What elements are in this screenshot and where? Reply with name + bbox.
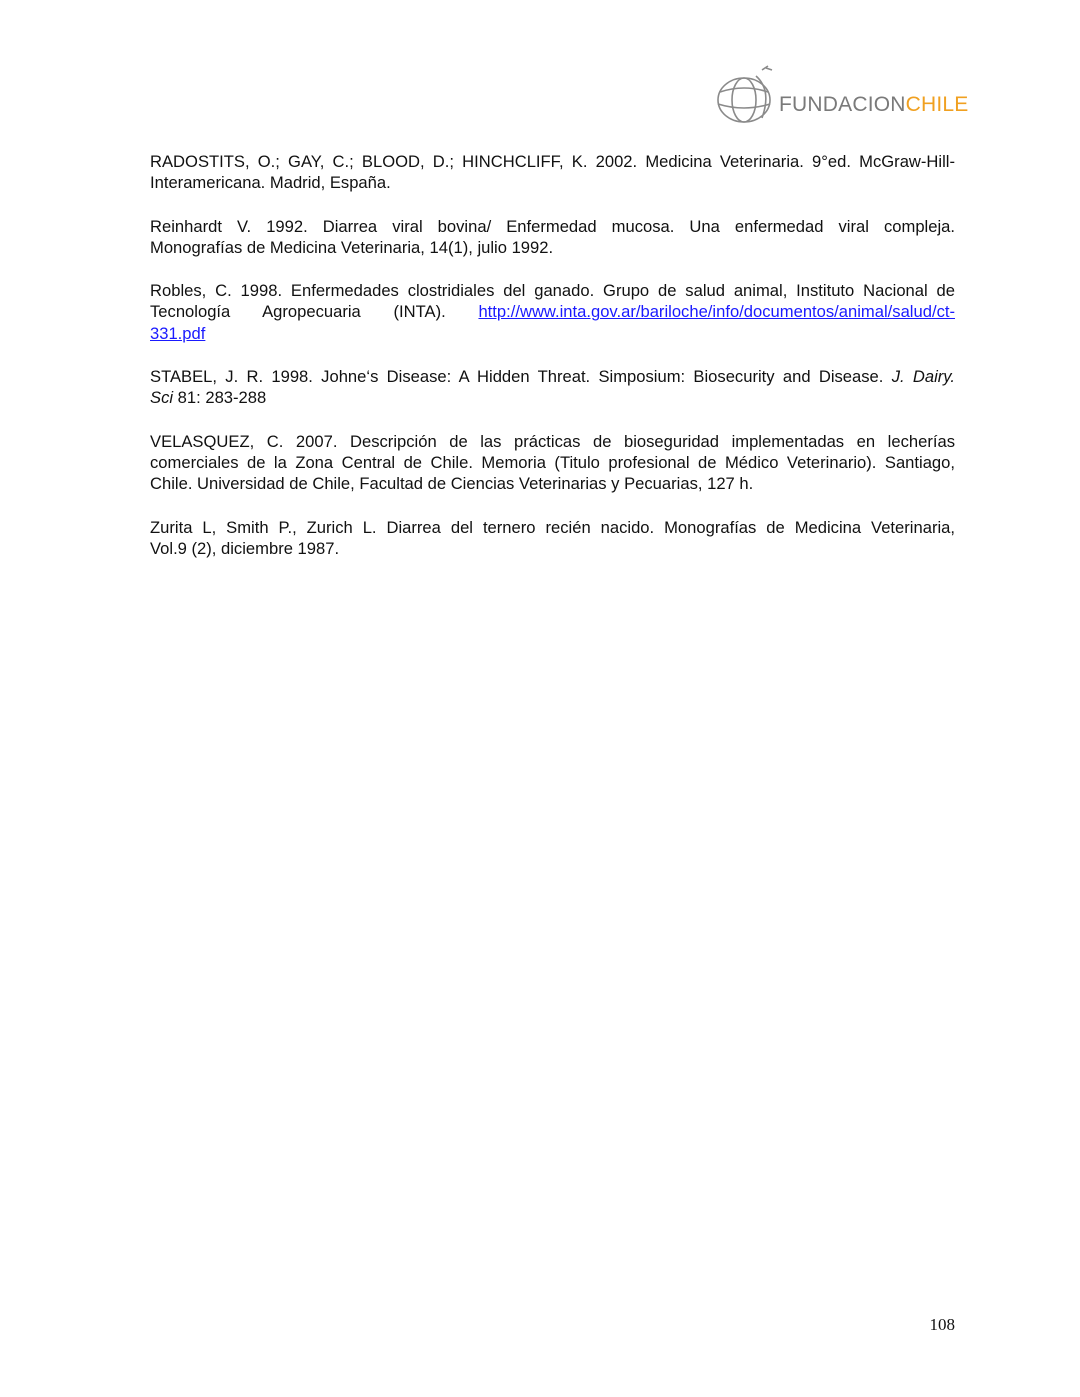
reference-line [150, 301, 955, 322]
reference-item [150, 366, 955, 409]
reference-item [150, 431, 955, 495]
journal-name: J. Dairy. [891, 367, 955, 387]
reference-text: STABEL, J. R. 1998. Johne‘s Disease: A Hidden Threat. Simposium: Biosecurity and Disease. [150, 367, 884, 387]
reference-line: comerciales de la Zona Central de Chile. Memoria (Titulo profesional de Médico Veterinario). Santiago, [150, 452, 955, 472]
reference-line [150, 366, 955, 387]
reference-item [150, 517, 955, 560]
reference-line: Zurita L, Smith P., Zurich L. Diarrea del ternero recién nacido. Monografías de Medicina Veterinaria, [150, 517, 955, 537]
reference-line: Interamericana. Madrid, España. [150, 173, 391, 193]
reference-text: Tecnología Agropecuaria (INTA). [150, 302, 446, 322]
reference-item [150, 151, 955, 194]
reference-line: VELASQUEZ, C. 2007. Descripción de las prácticas de bioseguridad implementadas en lecherías [150, 431, 955, 451]
reference-item [150, 280, 955, 344]
journal-name: Sci [150, 388, 174, 408]
page-number: 108 [929, 1315, 955, 1334]
reference-line: Vol.9 (2), diciembre 1987. [150, 538, 340, 558]
reference-text: 81: 283-288 [173, 388, 267, 408]
reference-line [150, 387, 955, 408]
reference-item [150, 216, 955, 259]
reference-line: Monografías de Medicina Veterinaria, 14(1), julio 1992. [150, 237, 554, 257]
reference-list [150, 151, 955, 581]
globe-icon [712, 60, 782, 130]
reference-line: RADOSTITS, O.; GAY, C.; BLOOD, D.; HINCHCLIFF, K. 2002. Medicina Veterinaria. 9°ed. McGraw-Hill- [150, 152, 955, 171]
reference-line [150, 323, 955, 344]
reference-line: Chile. Universidad de Chile, Facultad de Ciencias Veterinarias y Pecuarias, 127 h. [150, 474, 754, 494]
reference-line: Reinhardt V. 1992. Diarrea viral bovina/ Enfermedad mucosa. Una enfermedad viral compleja. [150, 216, 955, 236]
fundacion-chile-logo [712, 60, 969, 130]
logo-text: FUNDACIONCHILE [779, 93, 969, 116]
reference-link[interactable]: http://www.inta.gov.ar/bariloche/info/documentos/animal/salud/ct- [478, 302, 955, 322]
reference-line: Robles, C. 1998. Enfermedades clostridiales del ganado. Grupo de salud animal, Instituto Nacional de [150, 281, 955, 301]
reference-link-continued[interactable]: 331.pdf [150, 323, 206, 343]
